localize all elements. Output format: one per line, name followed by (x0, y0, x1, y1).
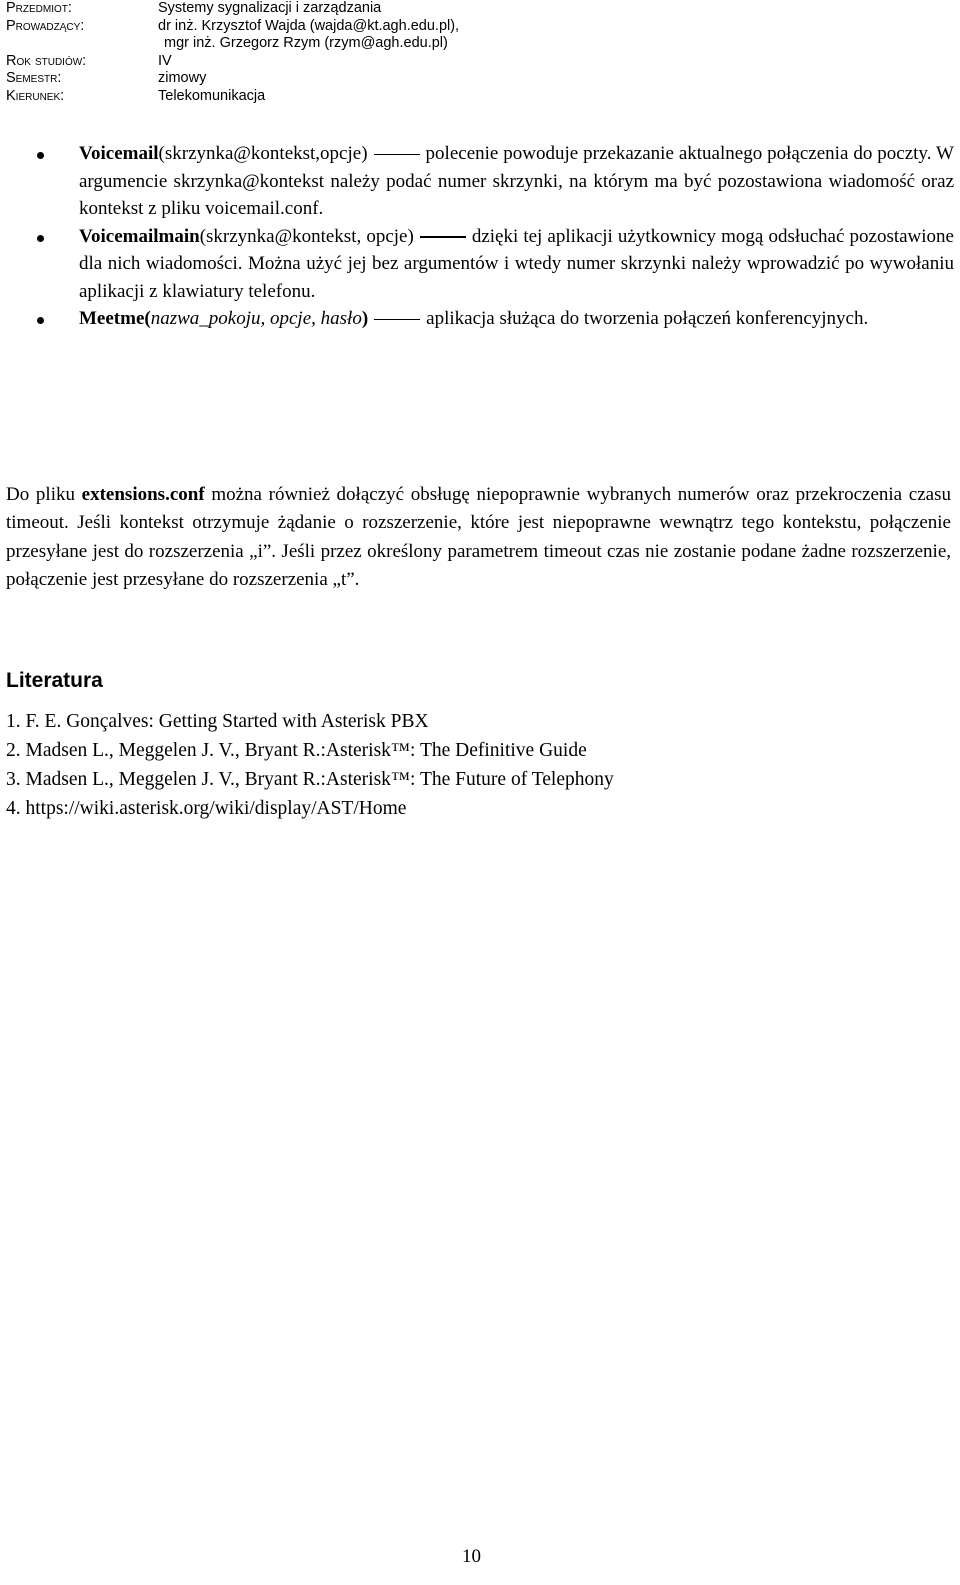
header-row-instructors (6, 18, 459, 36)
literature-list (6, 707, 614, 823)
bullet-icon (37, 152, 44, 159)
application-list (6, 140, 954, 333)
list-item-voicemail (6, 140, 954, 223)
header-label: Semestr: (6, 70, 62, 87)
dash-icon (374, 154, 420, 156)
args-close: ) (361, 308, 369, 329)
literature-item: 4. https://wiki.asterisk.org/wiki/display/AST/Home (6, 798, 407, 819)
app-args: (skrzynka@kontekst,opcje) (158, 143, 368, 164)
header-value: zimowy (158, 70, 207, 87)
dash-icon (420, 236, 466, 238)
extensions-paragraph (6, 481, 951, 595)
header-row-instructors-cont (6, 35, 459, 53)
app-description: polecenie powoduje przekazanie aktualnego połączenia do poczty. W argumencie skrzynka@kontekst należy podać numer skrzynki, na którym ma być pozostawiona wiadomość oraz kontekst z pliku voicemail.conf. (79, 143, 954, 219)
header-value: dr inż. Krzysztof Wajda (wajda@kt.agh.edu.pl), (158, 17, 460, 34)
list-item-voicemailmain (6, 223, 954, 306)
header-label (6, 35, 152, 53)
paragraph-filename: extensions.conf (81, 484, 205, 505)
app-args: (skrzynka@kontekst, opcje) (199, 225, 414, 247)
app-name: Voicemail (79, 143, 159, 164)
header-value: Telekomunikacja (158, 87, 266, 104)
app-name: Voicemailmain (79, 225, 200, 247)
header-value: IV (158, 52, 172, 69)
header-row-year (6, 53, 459, 71)
header-row-semester (6, 70, 459, 88)
header-label: Rok studiów: (6, 52, 87, 69)
header-row-field (6, 88, 459, 106)
literature-item: 1. F. E. Gonçalves: Getting Started with Asterisk PBX (6, 711, 429, 732)
bullet-icon (37, 235, 44, 242)
course-header (6, 0, 459, 106)
header-label: Kierunek: (6, 87, 65, 104)
header-label: Przedmiot: (6, 0, 72, 16)
app-name: Meetme (79, 308, 145, 329)
literature-item: 3. Madsen L., Meggelen J. V., Bryant R.:Asterisk™: The Future of Telephony (6, 769, 614, 790)
header-value: mgr inż. Grzegorz Rzym (rzym@agh.edu.pl) (164, 35, 448, 52)
paragraph-lead: Do pliku (6, 484, 82, 505)
page-number: 10 (462, 1546, 481, 1567)
app-description: dzięki tej aplikacji użytkownicy mogą odsłuchać pozostawione dla nich wiadomości. Można użyć jej bez argumentów i wtedy numer skrzynki należy wprowadzić po wywołaniu aplikacji z klawiatury telefonu. (79, 225, 954, 302)
dash-icon (374, 319, 420, 321)
app-args: nazwa_pokoju, opcje, hasło (150, 308, 362, 329)
bullet-icon (37, 317, 44, 324)
paragraph-body: można również dołączyć obsługę niepoprawnie wybranych numerów oraz przekroczenia czasu timeout. Jeśli kontekst otrzymuje żądanie o rozszerzenie, które jest niepoprawne wewnątrz tego kontekstu, połączenie przesyłane jest do rozszerzenia „i”. Jeśli przez określony parametrem timeout czas nie zostanie podane żadne rozszerzenie, połączenie jest przesyłane do rozszerzenia „t”. (6, 484, 951, 591)
list-item-meetme (6, 305, 954, 333)
literature-title: Literatura (6, 669, 103, 692)
app-description: aplikacja służąca do tworzenia połączeń konferencyjnych. (426, 308, 869, 329)
header-value: Systemy sygnalizacji i zarządzania (158, 0, 382, 16)
header-row-subject (6, 0, 459, 18)
literature-item: 2. Madsen L., Meggelen J. V., Bryant R.:Asterisk™: The Definitive Guide (6, 740, 587, 761)
header-label: Prowadzący: (6, 17, 85, 34)
args-open: ( (144, 308, 151, 329)
